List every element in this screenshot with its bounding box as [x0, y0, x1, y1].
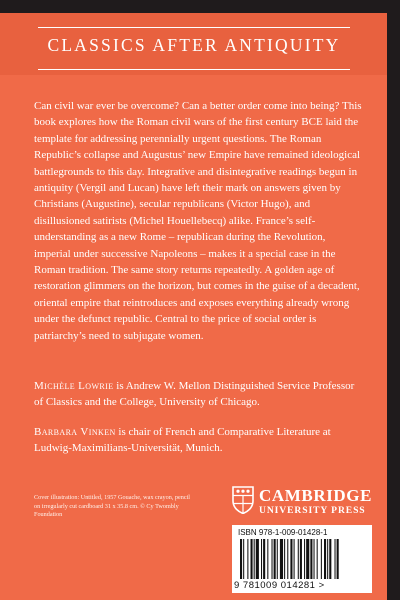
barcode-bar [324, 539, 326, 579]
author-name-lowrie: Michèle Lowrie [34, 380, 114, 392]
barcode-bar [287, 539, 288, 579]
barcode-bar [263, 539, 265, 579]
barcode-bars [240, 539, 364, 579]
barcode-bar [247, 539, 248, 579]
barcode-bar [254, 539, 255, 579]
series-rule-bottom [38, 69, 350, 70]
barcode-bar [272, 539, 273, 579]
barcode-bar [317, 539, 318, 579]
publisher-name: CAMBRIDGE [259, 486, 373, 505]
barcode-bar [274, 539, 276, 579]
barcode-bar [290, 539, 292, 579]
cambridge-shield-icon [232, 486, 254, 514]
barcode-bar [304, 539, 305, 579]
barcode-bar [321, 539, 322, 579]
barcode-bar [267, 539, 268, 579]
publisher-logo [232, 485, 372, 519]
barcode-bar [261, 539, 262, 579]
barcode-bar [298, 539, 299, 579]
barcode-bar [327, 539, 328, 579]
barcode-bar [284, 539, 285, 579]
cover-credit: Cover illustration: Untitled, 1957 Gouache, wax crayon, pencil on irregularly cut cardboard 31 x 35.8 cm. © Cy Twombly Foundation [34, 494, 191, 519]
author-name-vinken: Barbara Vinken [34, 426, 116, 438]
book-blurb: Can civil war ever be overcome? Can a better order come into being? This book explores how the Roman civil wars of the first century BCE laid the template for addressing perennially urgent questions. The Roman Republic’s collapse and Augustus’ new Empire have remained ideological battlegrounds to this day. Integrative and disintegrative readings begun in antiquity (Vergil and Lucan) have left their mark on answers given by Christians (Augustine), secular republicans (Victor Hugo), and disillusioned satirists (Michel Houellebecq) alike. France’s self-understanding as a new Rome – republican during the Revolution, imperial under successive Napoleons – makes it a special case in the Roman tradition. The same story returns repeatedly. A golden age of restoration glimmers on the horizon, but comes in the guise of a decadent, oriental empire that reintroduces and exposes everything already wrong under the defunct republic. Central to the price of social order is patriarchy’s need to subjugate women. [34, 100, 362, 342]
barcode-digits: 9 781009 014281 > [234, 580, 325, 591]
barcode-bar [243, 539, 244, 579]
top-dark-strip [0, 0, 400, 13]
barcode-bar [335, 539, 336, 579]
publisher-subname: UNIVERSITY PRESS [259, 505, 366, 516]
author-bio-vinken [34, 424, 364, 457]
spine-dark-strip [387, 0, 400, 600]
series-title: CLASSICS AFTER ANTIQUITY [47, 35, 341, 55]
barcode-bar [256, 539, 259, 579]
barcode-bar [314, 539, 315, 579]
barcode-bar [280, 539, 283, 579]
barcode-box [232, 525, 372, 593]
barcode-bar [240, 539, 242, 579]
series-rule-top [38, 27, 350, 28]
barcode-bar [277, 539, 278, 579]
barcode-bar [329, 539, 331, 579]
author-bio-text-vinken: is chair of French and Comparative Literature at Ludwig-Maximilians-Universität, Munich. [34, 426, 331, 455]
barcode-bar [251, 539, 253, 579]
author-bio-lowrie [34, 378, 364, 411]
barcode-bar [306, 539, 309, 579]
barcode-bar [337, 539, 339, 579]
barcode-bar [294, 539, 295, 579]
barcode-bar [300, 539, 302, 579]
isbn-label: ISBN 978-1-009-01428-1 [238, 528, 328, 537]
author-bio-text-lowrie: is Andrew W. Mellon Distinguished Service Professor of Classics and the College, University of Chicago. [34, 380, 355, 409]
barcode-bar [310, 539, 312, 579]
